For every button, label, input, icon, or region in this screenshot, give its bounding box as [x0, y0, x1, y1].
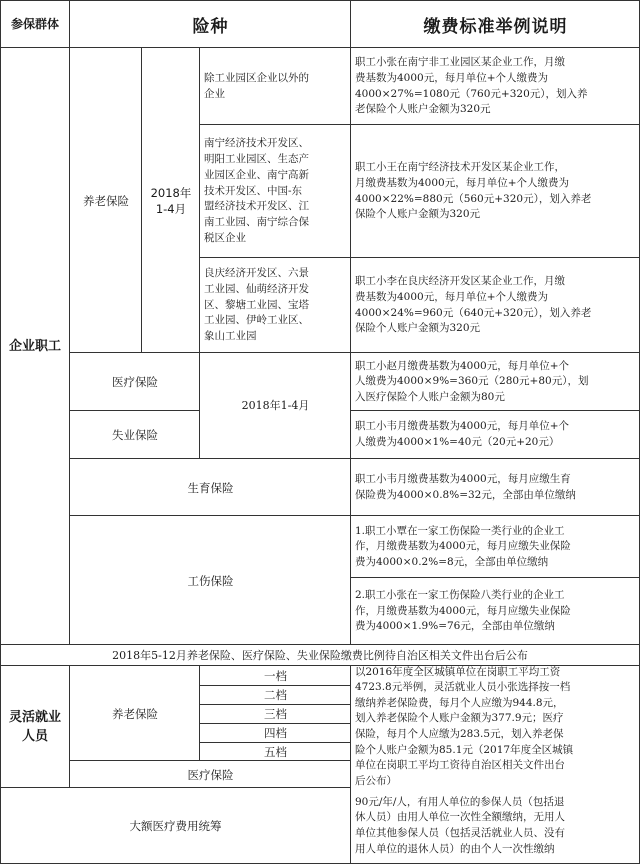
pension-zone-example: 职工小王在南宁经济技术开发区某企业工作， 月缴费基数为4000元，每月单位+个人缴费为 4000×22%=880元（560元+320元），划入养老 保险个人账户金额为320元 [355, 161, 592, 221]
pension-zone-example: 职工小李在良庆经济开发区某企业工作，月缴 费基数为4000元，每月单位+个人缴费为 4000×24%=960元（640元+320元），划入养老 保险个人账户金额为320元 [355, 275, 592, 335]
header-group: 参保群体 [10, 17, 59, 31]
catastrophic-example: 90元/年/人，有用人单位的参保人员（包括退 休人员）由用人单位一次性全额缴纳，无用人 单位其他参保人员（包括灵活就业人员、没有 用人单位的退休人员）的由个人一次性缴纳 [355, 795, 565, 855]
tier-item: 四档 [264, 725, 287, 740]
flexible-example: 以2016年度全区城镇单位在岗职工平均工资 4723.8元举例，灵活就业人员小张选择按一档 缴纳养老保险费，每月个人应缴为944.8元， 划入养老保险个人账户金额为377.9元；医疗 保险，每月个人应缴为283.5元，划入养老保 险个人账户金额为85.1元（2017年度全区城镇 单位在岗职工平均工资待自治区相关文件出台 后公布） [355, 666, 574, 787]
unemployment-example: 职工小韦月缴费基数为4000元，每月单位+个 人缴费为4000×1%=40元（20元+20元） [355, 420, 570, 448]
header-standard: 缴费标准举例说明 [423, 16, 568, 37]
pension-zone-area: 良庆经济开发区、六景 工业园、仙萌经济开发 区、黎塘工业园、宝塔 工业园、伊岭工业区、 象山工业园 [204, 267, 309, 343]
tier-item: 三档 [264, 706, 287, 721]
injury-example: 1.职工小覃在一家工伤保险一类行业的企业工 作，月缴费基数为4000元，每月应缴失业保险 费为4000×0.2%=8元，全部由单位缴纳 [355, 524, 571, 568]
injury-example: 2.职工小张在一家工伤保险八类行业的企业工 作，月缴费基数为4000元，每月应缴失业保险 费为4000×1.9%=76元，全部由单位缴纳 [355, 589, 571, 633]
pension-zone-area: 除工业园区企业以外的 企业 [204, 71, 309, 100]
shared-period: 2018年1-4月 [241, 399, 310, 412]
pension-zone-example: 职工小张在南宁非工业园区某企业工作，月缴 费基数为4000元，每月单位+个人缴费为 4000×27%=1080元（760元+320元），划入养 老保险个人账户金额为320元 [355, 56, 588, 116]
maternity-label: 生育保险 [187, 480, 234, 495]
tier-item: 二档 [264, 687, 287, 702]
medical-example: 职工小赵月缴费基数为4000元，每月单位+个 人缴费为4000×9%=360元（280元+80元），划 入医疗保险个人账户金额为80元 [355, 359, 589, 403]
medical-label: 医疗保险 [112, 375, 158, 389]
header-insurance: 险种 [192, 16, 229, 37]
unemployment-label: 失业保险 [112, 428, 158, 442]
catastrophic-label: 大额医疗费用统筹 [129, 819, 222, 833]
tier-item: 一档 [264, 668, 287, 683]
group-enterprise: 企业职工 [8, 339, 61, 354]
tier-item: 五档 [264, 744, 287, 759]
group-flexible: 灵活就业 人员 [8, 710, 61, 744]
rate-notice: 2018年5-12月养老保险、医疗保险、失业保险缴费比例待自治区相关文件出台后公布 [112, 648, 528, 662]
pension-label: 养老保险 [83, 193, 129, 208]
maternity-example: 职工小韦月缴费基数为4000元，每月应缴生育 保险费为4000×0.8%=32元，全部由单位缴纳 [355, 472, 576, 501]
injury-label: 工伤保险 [187, 573, 234, 588]
pension-period: 2018年 1-4月 [150, 185, 192, 216]
pension-zone-area: 南宁经济技术开发区、 明阳工业园区、生态产 业园区企业、南宁高新 技术开发区、中国-东 盟经济技术开发区、江 南工业园、南宁综合保 税区企业 [204, 137, 309, 244]
flexible-medical-label: 医疗保险 [187, 767, 234, 782]
flexible-pension-label: 养老保险 [112, 706, 158, 721]
